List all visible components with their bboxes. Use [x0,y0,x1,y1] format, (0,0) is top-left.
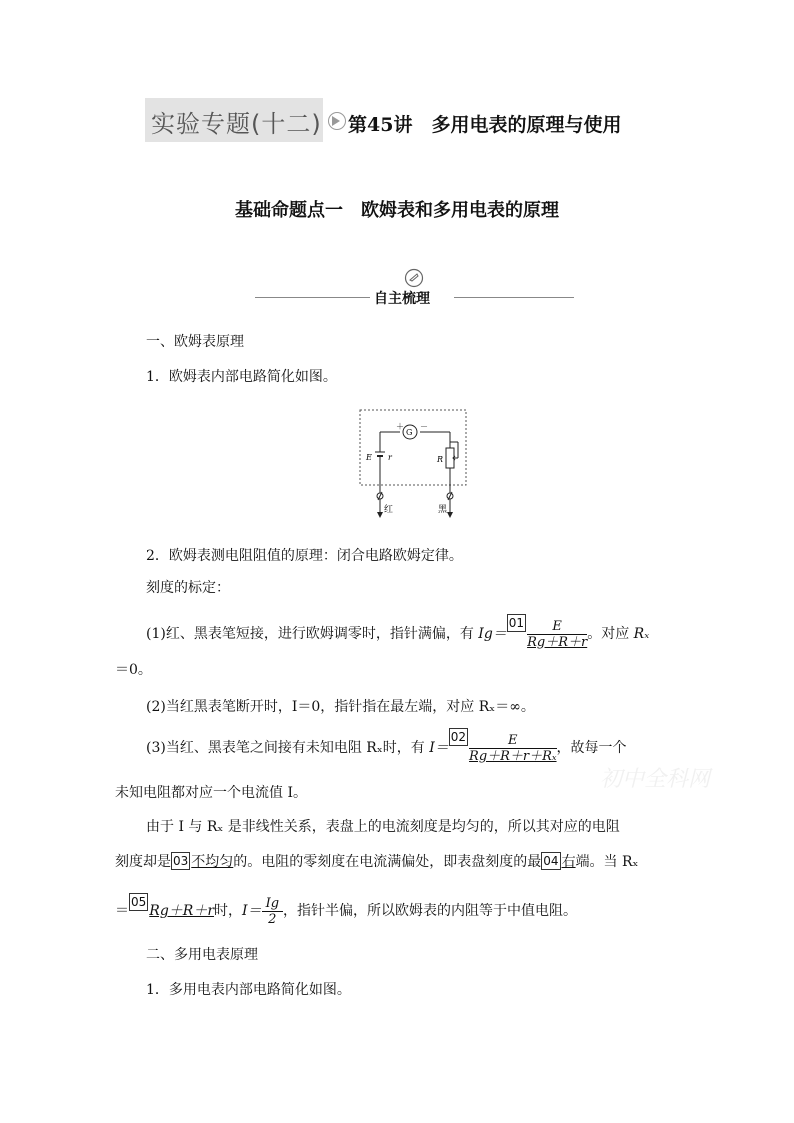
blank-01: 01 [508,616,525,630]
para-1: 1．欧姆表内部电路简化如图。 [146,369,337,385]
divider-line-left [255,297,370,298]
plus-label: ＋ [396,422,404,431]
internal-resistance-label: r [388,453,392,462]
ohmmeter-circuit-figure [358,408,470,520]
para-4-cont: ＝0。 [115,662,152,678]
heading-multimeter: 二、多用电表原理 [146,947,258,963]
lecture-title: 第45讲 多用电表的原理与使用 [348,114,622,136]
para-6-cont: 未知电阻都对应一个电流值 I。 [115,785,307,801]
pencil-circle-icon [404,268,424,288]
para-7: 由于 I 与 Rₓ 是非线性关系，表盘上的电流刻度是均匀的，所以其对应的电阻 [146,819,620,835]
answer-04: 右 [561,854,576,870]
answer-05: Rg＋R＋r [149,903,215,919]
blank-03: 03 [173,854,189,868]
para-5: (2)当红黑表笔断开时，I＝0，指针指在最左端，对应 Rₓ＝∞。 [146,699,535,715]
divider-label: 自主梳理 [374,291,430,307]
para-2: 2．欧姆表测电阻阻值的原理：闭合电路欧姆定律。 [146,548,463,564]
para-8: ＝05Rg＋R＋r时，I＝ $\frac{Ig}{2}$ ，指针半偏，所以欧姆表的内阻等于中值电阻。 [115,895,578,927]
para-6: (3)当红、黑表笔之间接有未知电阻 Rₓ时，有 I＝02 $\frac{E}{\text{Rg＋R＋r＋Rₓ}}$ ，故每一个 [146,730,627,764]
minus-label: － [420,422,428,431]
blank-02: 02 [450,730,467,744]
galvanometer-label: G [406,428,413,437]
watermark: 初中全科网 [600,767,711,792]
emf-label: E [366,453,372,462]
blank-05: 05 [131,895,147,909]
blank-04: 04 [543,854,559,868]
black-probe-label: 黑 [438,505,448,515]
heading-ohmmeter: 一、欧姆表原理 [146,334,244,350]
para-7-cont: 刻度却是 03 不均匀的。电阻的零刻度在电流满偏处，即表盘刻度的最 04 右端。当 Rₓ [115,854,639,870]
chapter-badge-text: 实验专题(十二) [151,110,322,138]
half-fraction: $\frac{Ig}{2}$ [262,896,283,927]
answer-03: 不均匀 [191,854,234,870]
divider-line-right [454,297,574,298]
chapter-badge [145,98,323,142]
para-4: (1)红、黑表笔短接，进行欧姆调零时，指针满偏，有 Ig＝01 $\frac{E}{Rg+R+r}$ 。对应 Rₓ [146,616,650,650]
para-9: 1．多用电表内部电路简化如图。 [146,982,351,998]
rheostat-label: R [437,455,444,464]
red-probe-label: 红 [384,505,394,515]
i-fraction: $\frac{E}{\text{Rg＋R＋r＋Rₓ}}$ [469,732,557,764]
para-3: 刻度的标定： [146,580,230,596]
section-title: 基础命题点一 欧姆表和多用电表的原理 [235,200,559,221]
ig-fraction: $\frac{E}{Rg+R+r}$ [527,618,588,650]
arrow-icon [328,112,346,130]
